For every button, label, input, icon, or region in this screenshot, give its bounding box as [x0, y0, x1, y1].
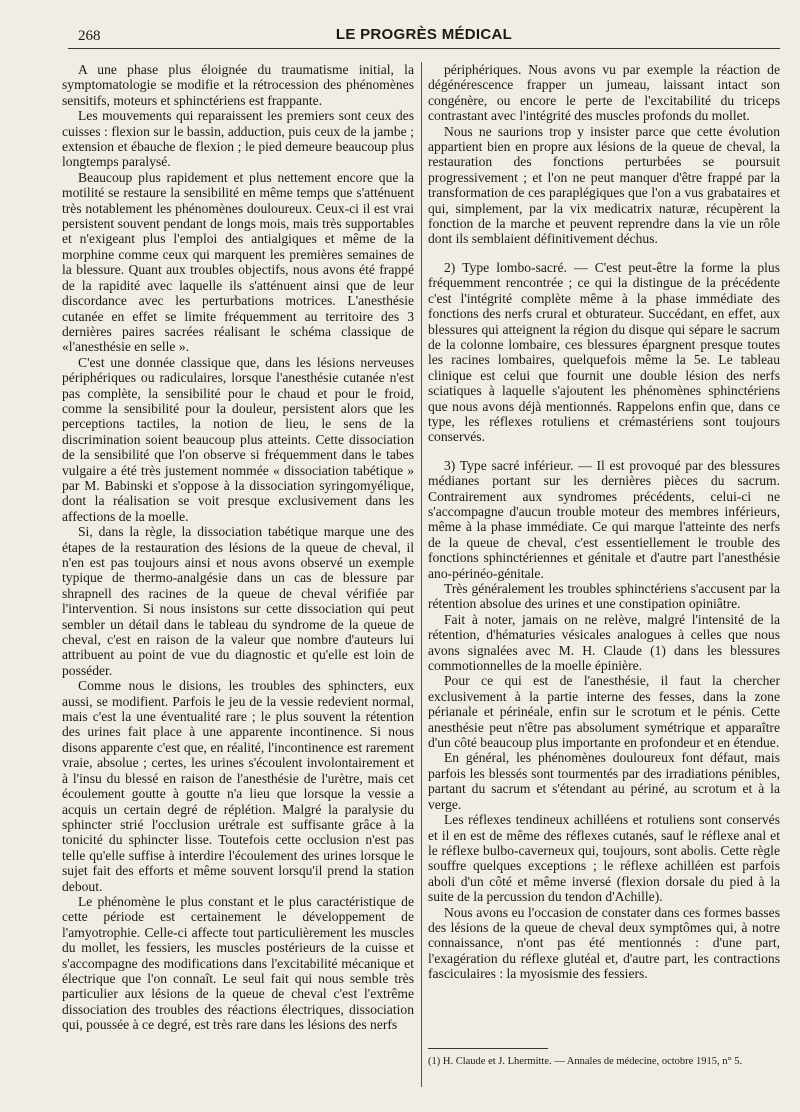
footnote-rule [428, 1048, 548, 1049]
section-sacre-inferieur: 3) Type sacré inférieur. — Il est provoqué par des blessures médianes portant sur les dernières pièces du sacrum. Contrairement aux syndromes précédents, celui-ci ne s'accompagne d'aucun trouble moteur des membres inférieurs, même à la phase immédiate. Ce qui marque l'atteinte des nerfs de la queue de cheval, c'est essentiellement le trouble des fonctions sphinctériennes et génitale et d'autre part l'anesthésie ano-périnéo-génitale. [428, 457, 780, 581]
paragraph: Beaucoup plus rapidement et plus nettement encore que la motilité se restaure la sensibilité en même temps que s'atténuent très notablement les phénomènes douloureux. Ceux-ci il est vrai persistent souvent pendant de longs mois, mais très supportables et n'exigeant plus l'emploi des antialgiques et même de la morphine comme ceux qui marquent les premières semaines de la blessure. Quant aux troubles objectifs, nous avons été frappé de la rapidité avec laquelle ils s'atténuent ainsi que de leur discordance avec les perturbations motrices. L'anesthésie cutanée en effet se limite fréquemment au territoire des 3 dernières paires sacrées réalisant le schéma classique de «l'anesthésie en selle ». [62, 169, 414, 355]
paragraph: A une phase plus éloignée du traumatisme initial, la symptomatologie se modifie et la rétrocession des phénomènes sensitifs, moteurs et sphinctériens est frappante. [62, 62, 414, 108]
paragraph: Le phénomène le plus constant et le plus caractéristique de cette période est certainement le développement de l'amyotrophie. Celle-ci affecte tout particulièrement les muscles du mollet, les fessiers, les muscles postérieurs de la cuisse et s'accompagne des modifications dans l'excitabilité mécanique et électrique que l'on connaît. Le seul fait qui nous semble très particulier aux lésions de la queue de cheval c'est l'extrême dissociation des troubles des réactions électriques, dissociation qui, poussée à ce degré, est très rare dans les lésions des nerfs [62, 893, 414, 1033]
paragraph: Les mouvements qui reparaissent les premiers sont ceux des cuisses : flexion sur le bassin, adduction, puis ceux de la jambe ; extension et ébauche de flexion ; le pied demeure beaucoup plus longtemps paralysé. [62, 108, 414, 170]
column-divider [421, 62, 422, 1087]
paragraph: Très généralement les troubles sphinctériens s'accusent par la rétention absolue des urines et une constipation opiniâtre. [428, 581, 780, 612]
paragraph: Fait à noter, jamais on ne relève, malgré l'intensité de la rétention, d'hématuries vésicales analogues à celles que nous avons signalées avec M. H. Claude (1) dans les blessures commotionnelles de la moelle épinière. [428, 611, 780, 674]
journal-title: LE PROGRÈS MÉDICAL [335, 26, 513, 43]
header-rule [68, 48, 780, 49]
paragraph: Nous avons eu l'occasion de constater dans ces formes basses des lésions de la queue de cheval deux symptômes qui, à notre connaissance, n'ont pas été mentionnés : d'une part, l'exagération du réflexe glutéal et, d'autre part, les contractions fasciculaires : la myosismie des fessiers. [428, 904, 780, 982]
paragraph: Les réflexes tendineux achilléens et rotuliens sont conservés et il en est de même des réflexes cutanés, sauf le réflexe anal et le réflexe bulbo-caverneux qui, toujours, sont abolis. Cette règle souffre quelques exceptions ; le réflexe achilléen est parfois aboli d'un côté et même inversé (flexion dorsale du pied à la suite de la percussion du tendon d'Achille). [428, 812, 780, 905]
right-column [428, 62, 780, 982]
paragraph: Si, dans la règle, la dissociation tabétique marque une des étapes de la restauration des lésions de la queue de cheval, il n'en est pas toujours ainsi et nous avons observé un exemple typique de thermo-analgésie dans un cas de blessure par shrapnell des racines de la queue de cheval vérifiée par l'intervention. Si nous insistons sur cette dissociation qui peut sembler un détail dans le tableau du syndrome de la queue de cheval, c'est en raison de la valeur que nombre d'auteurs lui attribuent au point de vue du diagnostic et qu'elle est loin de posséder. [62, 524, 414, 678]
left-column [62, 62, 414, 1033]
paragraph: périphériques. Nous avons vu par exemple la réaction de dégénérescence frapper un jumeau, laissant intact son congénère, ou encore le perte de l'excitabilité du triceps contrastant avec l'intégrité des muscles profonds du mollet. [428, 62, 780, 124]
page-header [68, 24, 780, 46]
paragraph: En général, les phénomènes douloureux font défaut, mais parfois les blessés sont tourmentés par des irradiations pénibles, partant du sacrum et s'étendant au périné, au scrotum et à la verge. [428, 750, 780, 812]
section-lombo-sacre: 2) Type lombo-sacré. — C'est peut-être la forme la plus fréquemment rencontrée ; ce qui la distingue de la précédente c'est l'intégrité complète même à la phase immédiate des fonctions des nerfs crural et obturateur. Succédant, en effet, aux blessures qui atteignent la région du disque qui sépare le sacrum de la colonne lombaire, ces blessures épargnent presque toutes les racines lombaires, quelquefois même la 5e. Le tableau clinique est celui que fournit une double lésion des nerfs sciatiques à laquelle s'ajoutent les phénomènes sphinctériens que nous avons déjà mentionnés. Rappelons enfin que, dans ce type, les réflexes rotuliens et crémastériens sont toujours conservés. [428, 259, 780, 445]
paragraph: C'est une donnée classique que, dans les lésions nerveuses périphériques ou radiculaires, lorsque l'anesthésie cutanée n'est pas complète, la sensibilité pour le chaud et pour le froid, comme la sensibilité pour la douleur, persistent alors que les perceptions tactiles, la notion de lieu, le sens de la discrimination soient beaucoup plus atteints. Cette dissociation de la sensibilité que l'on observe si fréquemment dans le tabes vulgaire a été très justement nommée « dissociation tabétique » par M. Babinski et s'oppose à la dissociation syringomyélique, dont la réalisation se voit presque exclusivement dans les affections de la moelle. [62, 354, 414, 524]
paragraph: Comme nous le disions, les troubles des sphincters, eux aussi, se modifient. Parfois le jeu de la vessie redevient normal, mais c'est la une éventualité rare ; le plus souvent la rétention des urines fait place à une apparente incontinence. Si nous disons apparente c'est que, en réalité, l'incontinence est rarement vraie, absolue ; certes, les urines s'écoulent involontairement et à l'insu du blessé en raison de l'anesthésie de l'urètre, mais cet écoulement goutte à goutte n'a lieu que lorsque la vessie a acquis un certain degré de réplétion. Malgré la paralysie du sphincter strié l'occlusion urétrale est suffisante grâce à la tonicité du sphincter lisse. Toutefois cette occlusion n'est pas telle qu'elle suffise à interdire l'écoulement des urines lorsque le sujet fait des efforts et même souvent lorsqu'il prend la station debout. [62, 678, 414, 894]
footnote: (1) H. Claude et J. Lhermitte. — Annales de médecine, octobre 1915, n° 5. [428, 1056, 743, 1067]
paragraph: Nous ne saurions trop y insister parce que cette évolution appartient bien en propre aux lésions de la queue de cheval, la restauration des fonctions perturbées se poursuit progressivement ; et l'on ne peut manquer d'être frappé par la transformation de ces paraplégiques que l'on a vus grabataires et qui, simplement, par la vix medicatrix naturæ, récupèrent la fonction de la marche et peuvent reprendre dans la vie un rôle dont ils semblaient définitivement déchus. [428, 123, 780, 247]
paragraph: Pour ce qui est de l'anesthésie, il faut la chercher exclusivement à la partie interne des fesses, dans la zone périanale et périnéale, enfin sur le scrotum et le pénis. Cette anesthésie peut n'être pas absolument symétrique et apparaître d'un côté beaucoup plus importante en profondeur et en étendue. [428, 673, 780, 751]
page-number: 268 [78, 28, 101, 44]
